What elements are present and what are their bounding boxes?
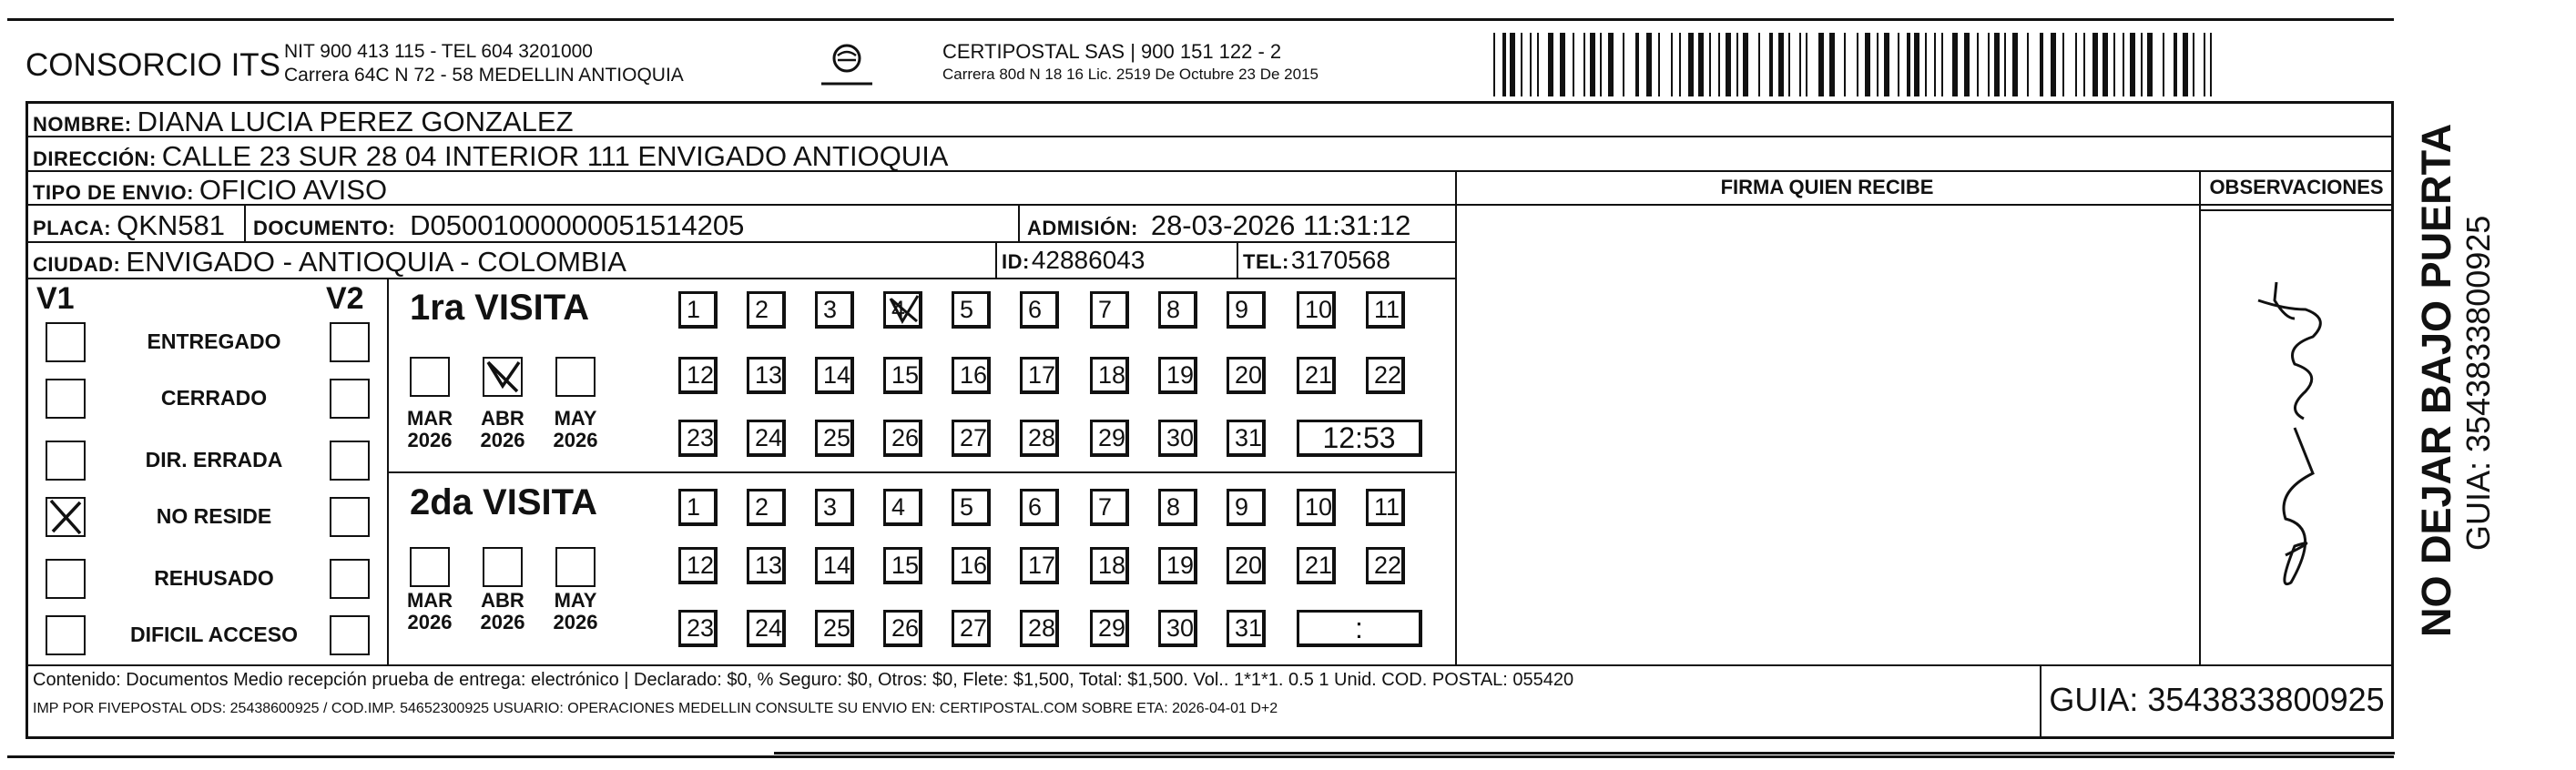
ciudad-label: CIUDAD: bbox=[33, 253, 121, 276]
tipo-envio-label: TIPO DE ENVIO: bbox=[33, 181, 194, 204]
day-number: 11 bbox=[1374, 493, 1400, 521]
month-year: 2026 bbox=[553, 429, 598, 451]
first-day-box[interactable] bbox=[1227, 291, 1266, 329]
second-day-box[interactable] bbox=[678, 547, 718, 584]
day-number: 20 bbox=[1235, 361, 1263, 389]
company-name: CONSORCIO ITS bbox=[25, 47, 281, 83]
side-warning: NO DEJAR BAJO PUERTA bbox=[2413, 123, 2459, 637]
certipostal-license: Carrera 80d N 18 16 Lic. 2519 De Octubre 23 De 2015 bbox=[942, 66, 1319, 83]
first-day-box[interactable] bbox=[1020, 291, 1059, 329]
day-number: 16 bbox=[960, 361, 988, 389]
day-number: 21 bbox=[1305, 552, 1333, 579]
direccion-row bbox=[33, 140, 948, 173]
status-label: REHUSADO bbox=[154, 566, 274, 590]
v1-checkbox[interactable] bbox=[46, 379, 86, 419]
second-day-box[interactable] bbox=[815, 489, 854, 526]
v1-checkbox[interactable] bbox=[46, 615, 86, 655]
id-label: ID: bbox=[1002, 250, 1030, 273]
month-name: ABR bbox=[481, 407, 524, 430]
second-month-checkbox[interactable] bbox=[555, 547, 596, 587]
day-number: 10 bbox=[1305, 296, 1333, 323]
day-number: 14 bbox=[823, 361, 851, 389]
footer-contenido: Contenido: Documentos Medio recepción prueba de entrega: electrónico | Declarado: $0, % Seguro: $0, Otros: $0, Flete: $1,500, Total: $1,500. Vol.. 1*1*1. 0.5 1 Unid. COD. POSTAL: 055420 bbox=[33, 670, 1574, 690]
tel-label: TEL: bbox=[1243, 250, 1289, 273]
day-number: 9 bbox=[1235, 296, 1249, 323]
first-day-box[interactable] bbox=[1020, 420, 1059, 457]
ciudad-row bbox=[33, 246, 626, 279]
day-number: 28 bbox=[1028, 424, 1056, 451]
first-month-label bbox=[476, 408, 529, 451]
day-number: 18 bbox=[1098, 361, 1126, 389]
day-number: 12 bbox=[687, 552, 715, 579]
v1-checkbox[interactable] bbox=[46, 441, 86, 481]
second-day-box[interactable] bbox=[1158, 547, 1197, 584]
first-day-box[interactable] bbox=[815, 420, 854, 457]
day-number: 28 bbox=[1028, 614, 1056, 642]
day-number: 12 bbox=[687, 361, 715, 389]
barcode bbox=[1493, 33, 2222, 96]
second-visit-title: 2da VISITA bbox=[410, 482, 597, 522]
month-name: MAR bbox=[406, 589, 453, 612]
first-day-box[interactable] bbox=[1020, 357, 1059, 394]
second-day-box[interactable] bbox=[1090, 610, 1129, 647]
second-day-box[interactable] bbox=[1227, 610, 1266, 647]
second-day-box[interactable] bbox=[1158, 610, 1197, 647]
second-day-box[interactable] bbox=[1366, 547, 1405, 584]
day-number: 5 bbox=[960, 493, 974, 521]
first-day-box[interactable] bbox=[1158, 291, 1197, 329]
month-name: MAR bbox=[406, 407, 453, 430]
v2-checkbox[interactable] bbox=[330, 379, 370, 419]
month-year: 2026 bbox=[480, 611, 525, 633]
first-day-box[interactable] bbox=[952, 291, 991, 329]
month-year: 2026 bbox=[480, 429, 525, 451]
observaciones-signature bbox=[2204, 246, 2386, 605]
day-number: 9 bbox=[1235, 493, 1249, 521]
v2-checkbox[interactable] bbox=[330, 441, 370, 481]
first-day-box[interactable] bbox=[1090, 420, 1129, 457]
month-name: MAY bbox=[554, 407, 597, 430]
day-number: 22 bbox=[1374, 552, 1402, 579]
first-day-box[interactable] bbox=[1158, 357, 1197, 394]
first-day-box[interactable] bbox=[815, 291, 854, 329]
second-day-box[interactable] bbox=[1227, 489, 1266, 526]
month-year: 2026 bbox=[553, 611, 598, 633]
day-number: 6 bbox=[1028, 296, 1043, 323]
second-day-box[interactable] bbox=[1297, 547, 1336, 584]
day-number: 14 bbox=[823, 552, 851, 579]
second-day-box[interactable] bbox=[952, 489, 991, 526]
day-number: 15 bbox=[891, 552, 920, 579]
day-number: 3 bbox=[823, 296, 838, 323]
second-time-box[interactable]: : bbox=[1297, 610, 1422, 647]
first-day-box[interactable] bbox=[883, 291, 922, 329]
day-number: 5 bbox=[960, 296, 974, 323]
status-label: CERRADO bbox=[160, 386, 268, 410]
bottom-border bbox=[7, 755, 2394, 758]
direccion-value: CALLE 23 SUR 28 04 INTERIOR 111 ENVIGADO ANTIOQUIA bbox=[161, 140, 949, 172]
v2-header: V2 bbox=[326, 281, 364, 316]
day-number: 30 bbox=[1166, 614, 1195, 642]
day-number: 4 bbox=[891, 493, 906, 521]
first-month-checkbox[interactable] bbox=[555, 357, 596, 397]
second-day-box[interactable] bbox=[952, 610, 991, 647]
v2-checkbox[interactable] bbox=[330, 322, 370, 362]
tipo-envio-value: OFICIO AVISO bbox=[199, 174, 388, 206]
day-number: 7 bbox=[1098, 296, 1113, 323]
v1-checkbox[interactable] bbox=[46, 559, 86, 599]
day-number: 24 bbox=[755, 424, 783, 451]
status-label: DIR. ERRADA bbox=[145, 448, 283, 471]
v2-checkbox[interactable] bbox=[330, 497, 370, 537]
first-visit-title: 1ra VISITA bbox=[410, 288, 590, 328]
nombre-value: DIANA LUCIA PEREZ GONZALEZ bbox=[137, 106, 574, 137]
admision-value: 28-03-2026 11:31:12 bbox=[1150, 209, 1411, 241]
v1-checkbox[interactable] bbox=[46, 322, 86, 362]
first-day-box[interactable] bbox=[883, 420, 922, 457]
second-day-box[interactable] bbox=[747, 547, 786, 584]
second-day-box[interactable] bbox=[1020, 489, 1059, 526]
first-month-label bbox=[549, 408, 602, 451]
tipo-envio-row bbox=[33, 174, 387, 207]
v2-checkbox[interactable] bbox=[330, 615, 370, 655]
first-month-checkbox[interactable] bbox=[410, 357, 450, 397]
second-month-label bbox=[549, 590, 602, 633]
day-number: 30 bbox=[1166, 424, 1195, 451]
day-number: 26 bbox=[891, 614, 920, 642]
id-row bbox=[1002, 246, 1145, 275]
day-number: 17 bbox=[1028, 361, 1056, 389]
documento-row bbox=[253, 209, 744, 242]
day-number: 6 bbox=[1028, 493, 1043, 521]
nombre-row bbox=[33, 106, 574, 138]
day-number: 27 bbox=[960, 614, 988, 642]
firma-header: FIRMA QUIEN RECIBE bbox=[1720, 176, 1934, 198]
day-number: 19 bbox=[1166, 361, 1195, 389]
documento-value: D05001000000051514205 bbox=[410, 209, 745, 241]
company-address: Carrera 64C N 72 - 58 MEDELLIN ANTIOQUIA bbox=[284, 65, 684, 86]
tel-value: 3170568 bbox=[1290, 246, 1390, 274]
second-month-label bbox=[476, 590, 529, 633]
first-day-box[interactable] bbox=[1366, 357, 1405, 394]
footer-guia: GUIA: 3543833800925 bbox=[2049, 681, 2385, 718]
footer-imp: IMP POR FIVEPOSTAL ODS: 25438600925 / COD.IMP. 54652300925 USUARIO: OPERACIONES MEDELLIN CONSULTE SU ENVIO EN: CERTIPOSTAL.COM SOBRE ETA: 2026-04-01 D+2 bbox=[33, 701, 1278, 716]
month-name: ABR bbox=[481, 589, 524, 612]
day-number: 18 bbox=[1098, 552, 1126, 579]
first-day-box[interactable] bbox=[1227, 357, 1266, 394]
second-day-box[interactable] bbox=[747, 610, 786, 647]
second-month-checkbox[interactable] bbox=[483, 547, 523, 587]
v1-checkbox[interactable] bbox=[46, 497, 86, 537]
first-month-checkbox[interactable] bbox=[483, 357, 523, 397]
second-day-box[interactable] bbox=[1366, 489, 1405, 526]
day-number: 1 bbox=[687, 493, 701, 521]
day-number: 8 bbox=[1166, 493, 1181, 521]
first-time-box[interactable]: 12:53 bbox=[1297, 420, 1422, 457]
check-mark-icon bbox=[888, 294, 921, 332]
second-day-box[interactable] bbox=[1090, 547, 1129, 584]
day-number: 10 bbox=[1305, 493, 1333, 521]
day-number: 25 bbox=[823, 614, 851, 642]
second-day-box[interactable] bbox=[952, 547, 991, 584]
day-number: 29 bbox=[1098, 424, 1126, 451]
day-number: 1 bbox=[687, 296, 701, 323]
second-day-box[interactable] bbox=[1158, 489, 1197, 526]
day-number: 17 bbox=[1028, 552, 1056, 579]
second-day-box[interactable] bbox=[678, 489, 718, 526]
side-guia: GUIA: 3543833800925 bbox=[2459, 215, 2497, 551]
first-day-box[interactable] bbox=[747, 420, 786, 457]
day-number: 4 bbox=[891, 296, 906, 323]
second-day-box[interactable] bbox=[883, 489, 922, 526]
day-number: 13 bbox=[755, 361, 783, 389]
first-day-box[interactable] bbox=[747, 357, 786, 394]
first-day-box[interactable] bbox=[883, 357, 922, 394]
month-name: MAY bbox=[554, 589, 597, 612]
first-day-box[interactable] bbox=[678, 357, 718, 394]
day-number: 21 bbox=[1305, 361, 1333, 389]
first-day-box[interactable] bbox=[1366, 291, 1405, 329]
day-number: 22 bbox=[1374, 361, 1402, 389]
first-day-box[interactable] bbox=[815, 357, 854, 394]
day-number: 16 bbox=[960, 552, 988, 579]
second-day-box[interactable] bbox=[883, 547, 922, 584]
tel-row bbox=[1243, 246, 1390, 275]
observaciones-header: OBSERVACIONES bbox=[2209, 176, 2384, 198]
top-border bbox=[7, 18, 2394, 21]
second-month-checkbox[interactable] bbox=[410, 547, 450, 587]
documento-label: DOCUMENTO: bbox=[253, 217, 396, 239]
month-year: 2026 bbox=[407, 429, 453, 451]
day-number: 19 bbox=[1166, 552, 1195, 579]
second-day-box[interactable] bbox=[1227, 547, 1266, 584]
day-number: 8 bbox=[1166, 296, 1181, 323]
second-day-box[interactable] bbox=[815, 610, 854, 647]
day-number: 3 bbox=[823, 493, 838, 521]
second-month-label bbox=[403, 590, 456, 633]
second-day-box[interactable] bbox=[1090, 489, 1129, 526]
first-day-box[interactable] bbox=[1297, 291, 1336, 329]
day-number: 20 bbox=[1235, 552, 1263, 579]
placa-row bbox=[33, 209, 225, 242]
second-day-box[interactable] bbox=[1020, 610, 1059, 647]
first-day-box[interactable] bbox=[747, 291, 786, 329]
certipostal-company: CERTIPOSTAL SAS | 900 151 122 - 2 bbox=[942, 40, 1282, 63]
placa-label: PLACA: bbox=[33, 217, 112, 239]
first-day-box[interactable] bbox=[678, 420, 718, 457]
admision-label: ADMISIÓN: bbox=[1027, 217, 1138, 239]
day-number: 13 bbox=[755, 552, 783, 579]
first-day-box[interactable] bbox=[1090, 357, 1129, 394]
status-label: ENTREGADO bbox=[147, 329, 281, 353]
bottom-border-inner bbox=[774, 752, 2395, 755]
day-number: 31 bbox=[1235, 424, 1263, 451]
day-number: 25 bbox=[823, 424, 851, 451]
status-label: NO RESIDE bbox=[156, 504, 272, 528]
first-day-box[interactable] bbox=[952, 357, 991, 394]
second-day-box[interactable] bbox=[815, 547, 854, 584]
day-number: 2 bbox=[755, 493, 769, 521]
first-day-box[interactable] bbox=[1090, 291, 1129, 329]
placa-value: QKN581 bbox=[117, 209, 226, 241]
v2-checkbox[interactable] bbox=[330, 559, 370, 599]
v1-header: V1 bbox=[36, 281, 75, 316]
company-nit: NIT 900 413 115 - TEL 604 3201000 bbox=[284, 41, 593, 62]
second-day-box[interactable] bbox=[678, 610, 718, 647]
day-number: 15 bbox=[891, 361, 920, 389]
first-day-box[interactable] bbox=[952, 420, 991, 457]
first-day-box[interactable] bbox=[1227, 420, 1266, 457]
first-day-box[interactable] bbox=[1158, 420, 1197, 457]
day-number: 2 bbox=[755, 296, 769, 323]
day-number: 26 bbox=[891, 424, 920, 451]
day-number: 7 bbox=[1098, 493, 1113, 521]
ciudad-value: ENVIGADO - ANTIOQUIA - COLOMBIA bbox=[126, 246, 626, 278]
day-number: 11 bbox=[1374, 296, 1400, 323]
day-number: 23 bbox=[687, 424, 715, 451]
day-number: 31 bbox=[1235, 614, 1263, 642]
certipostal-logo bbox=[820, 40, 874, 91]
status-label: DIFICIL ACCESO bbox=[129, 623, 298, 646]
second-day-box[interactable] bbox=[1020, 547, 1059, 584]
second-day-box[interactable] bbox=[883, 610, 922, 647]
day-number: 24 bbox=[755, 614, 783, 642]
id-value: 42886043 bbox=[1031, 246, 1145, 274]
first-day-box[interactable] bbox=[678, 291, 718, 329]
first-month-label bbox=[403, 408, 456, 451]
direccion-label: DIRECCIÓN: bbox=[33, 147, 157, 170]
second-day-box[interactable] bbox=[1297, 489, 1336, 526]
second-day-box[interactable] bbox=[747, 489, 786, 526]
day-number: 27 bbox=[960, 424, 988, 451]
admision-row bbox=[1027, 209, 1410, 242]
day-number: 29 bbox=[1098, 614, 1126, 642]
nombre-label: NOMBRE: bbox=[33, 113, 132, 136]
first-day-box[interactable] bbox=[1297, 357, 1336, 394]
month-year: 2026 bbox=[407, 611, 453, 633]
day-number: 23 bbox=[687, 614, 715, 642]
